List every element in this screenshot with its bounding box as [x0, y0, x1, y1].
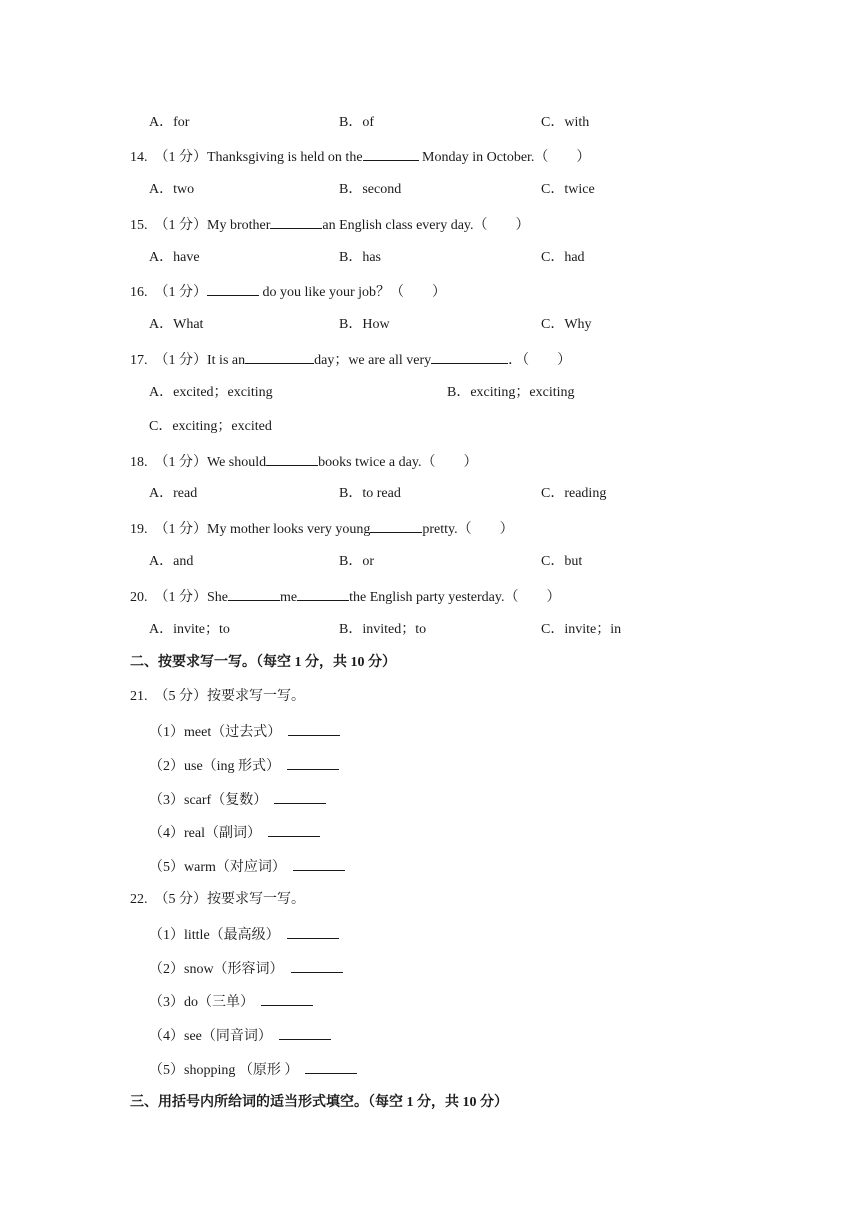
q22-item-5	[149, 1060, 357, 1080]
q14-option-b: B．second	[339, 182, 402, 197]
question-15	[130, 215, 530, 235]
q18-points: （1 分）	[154, 455, 207, 470]
q17-blank-1	[245, 350, 314, 364]
q13-option-c: C．with	[541, 115, 590, 130]
question-16	[130, 282, 446, 302]
q22-item-3-label: （3）do（三单）	[149, 995, 254, 1010]
q14-text-pre: Thanksgiving is held on the	[207, 150, 363, 165]
q18-blank	[266, 452, 318, 466]
q21-item-1-blank	[288, 722, 340, 736]
q20-text-pre: She	[207, 590, 228, 605]
q13-option-b: B．of	[339, 115, 374, 130]
q20-points: （1 分）	[154, 590, 207, 605]
section-2-heading: 二、按要求写一写。（每空 1 分，共 10 分）	[130, 655, 396, 670]
q21-item-4-blank	[268, 823, 320, 837]
q16-option-b: B．How	[339, 317, 390, 332]
q17-option-a: A．excited；exciting	[149, 385, 273, 400]
q19-points: （1 分）	[154, 522, 207, 537]
q18-option-b: B．to read	[339, 486, 401, 501]
q19-blank	[370, 519, 422, 533]
q22-item-2-blank	[291, 959, 343, 973]
q16-text-post: do you like your job？（ ）	[259, 285, 447, 300]
q15-number: 15.	[130, 218, 148, 233]
q21-item-4	[149, 823, 320, 843]
q17-text-post: ．（ ）	[508, 353, 572, 368]
q21-item-5	[149, 857, 345, 877]
q20-number: 20.	[130, 590, 148, 605]
q17-option-b: B．exciting；exciting	[447, 385, 575, 400]
q17-number: 17.	[130, 353, 148, 368]
q21-item-1-label: （1）meet（过去式）	[149, 725, 282, 740]
q14-blank	[363, 147, 419, 161]
q22-item-4	[149, 1026, 331, 1046]
q19-option-b: B．or	[339, 554, 374, 569]
q14-number: 14.	[130, 150, 148, 165]
q15-option-b: B．has	[339, 250, 381, 265]
q22-item-3-blank	[261, 992, 313, 1006]
question-19	[130, 519, 514, 539]
q21-item-3-blank	[274, 790, 326, 804]
q18-text-pre: We should	[207, 455, 267, 470]
q16-option-a: A．What	[149, 317, 204, 332]
q19-number: 19.	[130, 522, 148, 537]
q15-option-c: C．had	[541, 250, 585, 265]
q19-text-post: pretty.（ ）	[422, 522, 514, 537]
q18-number: 18.	[130, 455, 148, 470]
q14-text-post: Monday in October.（ ）	[418, 150, 591, 165]
q22-item-1-blank	[287, 925, 339, 939]
q22-item-5-blank	[305, 1060, 357, 1074]
q21-item-3	[149, 790, 326, 810]
q19-option-a: A．and	[149, 554, 194, 569]
question-20	[130, 587, 561, 607]
q17-blank-2	[431, 350, 508, 364]
q22-item-2	[149, 959, 343, 979]
q21-item-5-label: （5）warm（对应词）	[149, 860, 286, 875]
q22-item-1	[149, 925, 339, 945]
question-17	[130, 350, 571, 370]
q17-option-c: C．exciting；excited	[149, 419, 272, 434]
q20-blank-2	[297, 587, 349, 601]
q17-text-pre: It is an	[207, 353, 246, 368]
q19-text-pre: My mother looks very young	[207, 522, 371, 537]
question-22-heading: 22. （5 分）按要求写一写。	[130, 892, 305, 907]
q20-blank-1	[228, 587, 280, 601]
q15-points: （1 分）	[154, 218, 207, 233]
q20-text-post: the English party yesterday.（ ）	[349, 590, 561, 605]
question-21-heading: 21. （5 分）按要求写一写。	[130, 689, 305, 704]
q22-item-5-label: （5）shopping （原形 ）	[149, 1063, 299, 1078]
section-3-heading: 三、用括号内所给词的适当形式填空。（每空 1 分，共 10 分）	[130, 1095, 508, 1110]
q19-option-c: C．but	[541, 554, 583, 569]
q22-item-1-label: （1）little（最高级）	[149, 928, 280, 943]
q22-item-2-label: （2）snow（形容词）	[149, 962, 284, 977]
q20-option-b: B．invited；to	[339, 622, 427, 637]
q21-item-1	[149, 722, 340, 742]
q22-item-3	[149, 992, 313, 1012]
q20-option-c: C．invite；in	[541, 622, 622, 637]
q14-option-a: A．two	[149, 182, 195, 197]
q21-item-2-blank	[287, 756, 339, 770]
q14-option-c: C．twice	[541, 182, 595, 197]
q16-points: （1 分）	[154, 285, 207, 300]
q16-blank	[207, 282, 259, 296]
q20-option-a: A．invite；to	[149, 622, 230, 637]
q14-points: （1 分）	[154, 150, 207, 165]
q15-text-post: an English class every day.（ ）	[322, 218, 530, 233]
q21-item-2	[149, 756, 339, 776]
q21-item-2-label: （2）use（ing 形式）	[149, 759, 281, 774]
q21-item-3-label: （3）scarf（复数）	[149, 793, 268, 808]
q17-text-mid: day；we are all very	[314, 353, 432, 368]
q15-option-a: A．have	[149, 250, 200, 265]
q16-option-c: C．Why	[541, 317, 592, 332]
q18-text-post: books twice a day.（ ）	[318, 455, 478, 470]
q15-text-pre: My brother	[207, 218, 271, 233]
q20-text-mid: me	[280, 590, 298, 605]
question-18	[130, 452, 477, 472]
q15-blank	[270, 215, 322, 229]
q13-option-a: A．for	[149, 115, 190, 130]
q22-item-4-label: （4）see（同音词）	[149, 1029, 272, 1044]
q18-option-c: C．reading	[541, 486, 607, 501]
q16-number: 16.	[130, 285, 148, 300]
q17-points: （1 分）	[154, 353, 207, 368]
q22-item-4-blank	[279, 1026, 331, 1040]
q18-option-a: A．read	[149, 486, 198, 501]
q21-item-4-label: （4）real（副词）	[149, 826, 261, 841]
q21-item-5-blank	[293, 857, 345, 871]
question-14	[130, 147, 590, 167]
